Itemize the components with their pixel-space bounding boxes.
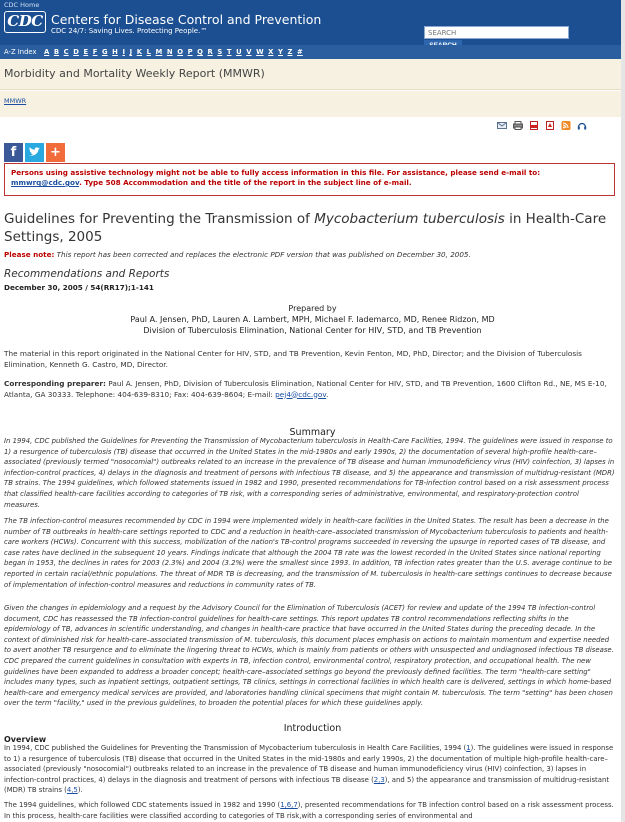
az-letter-p[interactable]: P [187,48,193,56]
reference-link[interactable]: 2,3 [373,775,385,784]
prepared-by: Prepared by [288,304,337,313]
twitter-icon[interactable] [25,143,44,162]
overview-heading: Overview [4,735,47,744]
az-letter-t[interactable]: T [226,48,232,56]
az-letter-u[interactable]: U [236,48,242,56]
notice-text: Persons using assistive technology might not be able to fully access information in this file. For assistance, please send e-mail to: [11,168,541,177]
summary-paragraph-1: In 1994, CDC published the Guidelines for Preventing the Transmission of Mycobacterium tuberculosis in Health-Care Facilities, 1994. The guidelines were issued in response to 1) a resurgence of tuberculosis (TB) disease that occurred in the United States in the mid-1980s and early 1990s, 2) the documentation of several high-profile health-care–associated (previously termed "nosocomial") outbreaks related to an increase in the prevalence of TB disease and human immunodeficiency virus (HIV) coinfection, 3) lapses in infection-control practices, 4) delays in the diagnosis and treatment of persons with infectious TB disease, and 5) the appearance and transmission of multidrug-resistant (MDR) TB strains. The 1994 guidelines, which followed statements issued in 1982 and 1990, presented recommendations for TB-infection control based on a risk assessment process that classified health-care facilities according to categories of TB risk, with a corresponding series of administrative, environmental, and respiratory-protection control measures. [4,437,615,509]
tagline: CDC 24/7: Saving Lives. Protecting People.™ [51,27,208,35]
corresponding-preparer [4,379,616,400]
az-letter-f[interactable]: F [92,48,98,56]
cdc-home-link[interactable]: CDC Home [4,1,40,9]
summary-paragraph-2: The TB infection-control measures recommended by CDC in 1994 were implemented widely in health-care facilities in the United States. The result has been a decrease in the number of TB outbreaks in health-care settings reported to CDC and a reduction in health-care–associated transmission of Mycobacterium tuberculosis to patients and health-care workers (HCWs). Concurrent with this success, mobilization of the nation's TB-control programs succeeded in reversing the upsurge in reported cases of TB disease, and case rates have declined in the subsequent 10 years. Findings indicate that although the 2004 TB rate was the lowest recorded in the United States since national reporting began in 1953, the declines in rates for 2003 (2.3%) and 2004 (3.2%) were the smallest since 1993. In addition, TB infection rates greater than the U.S. average continue to be reported in certain racial/ethnic populations. The threat of MDR TB is decreasing, and the transmission of M. tuberculosis in health-care settings continues to decrease because of implementation of infection-control measures and reductions in community rates of TB. [4,517,612,589]
please-note [4,250,471,259]
authors: Paul A. Jensen, PhD, Lauren A. Lambert, MPH, Michael F. Iademarco, MD, Renee Ridzon, MD [130,315,495,324]
reference-link[interactable]: 1,6,7 [280,801,298,809]
mmwr-title: Morbidity and Mortality Weekly Report (MMWR) [4,67,265,80]
origin-statement: The material in this report originated in the National Center for HIV, STD, and TB Prevention, Kevin Fenton, MD, PhD, Director; and the Division of Tuberculosis Elimination, Kenneth G. Castro, MD, Director. [4,349,582,369]
title-part-end: in Health-Care Settings, 2005 [4,211,607,245]
az-index-label[interactable]: A-Z Index [4,48,37,56]
az-letter-h[interactable]: H [112,48,118,56]
page-edge [621,0,625,822]
cdc-logo[interactable]: CDC [4,11,46,33]
az-letter-y[interactable]: Y [278,48,283,56]
note-label: Please note: [4,250,55,259]
podcast-icon[interactable] [577,121,587,130]
prep-end: . [326,389,329,399]
social-share [4,143,65,162]
az-letter-s[interactable]: S [217,48,223,56]
print-icon[interactable] [513,121,523,130]
note-text: This report has been corrected and replaces the electronic PDF version that was published on December 30, 2005. [54,250,471,259]
overview-paragraph-1 [4,743,617,796]
division: Division of Tuberculosis Elimination, National Center for HIV, STD, and TB Prevention [143,326,482,335]
introduction-heading: Introduction [283,723,342,734]
prep-text: Paul A. Jensen, PhD, Division of Tuberculosis Elimination, National Center for HIV, STD, and TB Prevention, 1600 Clifton Rd., NE, MS E-10, Atlanta, GA 30333. Telephone: 404-639-8310; Fax: 404-639-8604; E-mail: [4,379,607,399]
overview-paragraph-2 [4,800,617,821]
az-letter-v[interactable]: V [246,48,252,56]
breadcrumb-mmwr[interactable]: MMWR [4,97,27,105]
reference-link[interactable]: 4,5 [66,786,78,795]
az-letter-j[interactable]: J [129,48,133,56]
az-letter-n[interactable]: N [166,48,173,56]
az-letter-i[interactable]: I [122,48,125,56]
az-letter-l[interactable]: L [146,48,151,56]
az-letter-q[interactable]: Q [197,48,203,56]
summary-heading: Summary [289,427,336,438]
accessibility-notice [4,163,615,196]
issue-info: December 30, 2005 / 54(RR17);1-141 [4,283,154,292]
title-italic: Mycobacterium tuberculosis [314,211,505,227]
overview-text: ), presented recommendations for TB infection control based on a risk assessment process. In this process, health-care facilities were classified according to categories of TB risk,with a corresponding series of environmental and [4,801,614,820]
az-letters [44,48,303,56]
az-letter-a[interactable]: A [44,48,50,56]
report-title [4,210,614,246]
az-letter-k[interactable]: K [136,48,142,56]
az-letter-w[interactable]: W [256,48,264,56]
prep-email-link[interactable]: pej4@cdc.gov [275,389,327,399]
overview-text: The 1994 guidelines, which followed CDC statements issued in 1982 and 1990 ( [4,801,281,809]
facebook-icon[interactable]: f [4,143,23,162]
az-letter-d[interactable]: D [73,48,79,56]
summary-paragraph-3: Given the changes in epidemiology and a request by the Advisory Council for the Elimination of Tuberculosis (ACET) for review and update of the 1994 TB infection-control document, CDC has reassessed the TB infection-control guidelines for health-care settings. This report updates TB control recommendations reflecting shifts in the epidemiology of TB, advances in scientific understanding, and changes in health-care practice that have occurred in the United States during the preceding decade. In the context of diminished risk for health-care–associated transmission of M. tuberculosis, this document places emphasis on actions to maintain momentum and expertise needed to avert another TB resurgence and to eliminate the lingering threat to HCWs, which is mainly from patients or others with unsuspected and undiagnosed infectious TB disease. CDC prepared the current guidelines in consultation with experts in TB, infection control, environmental control, respiratory protection, and occupational health. The new guidelines have been expanded to address a broader concept; health-care–associated settings go beyond the previously defined facilities. The term "health-care setting" includes many types, such as inpatient settings, outpatient settings, TB clinics, settings in correctional facilities in which health care is delivered, settings in which home-based health-care and emergency medical services are provided, and laboratories handling clinical specimens that might contain M. tuberculosis. The term "setting" has been chosen over the term "facility," used in the previous guidelines, to broaden the potential places for which these guidelines apply. [4,604,614,708]
notice-email-link[interactable]: mmwrq@cdc.gov [11,178,80,187]
breadcrumb-bar [0,91,625,117]
overview-text: ). [77,786,83,795]
prep-label: Corresponding preparer: [4,379,106,388]
notice-text-2: . Type 508 Accommodation and the title of the report in the subject line of e-mail. [79,178,412,187]
az-letter-g[interactable]: G [101,48,108,56]
pdf-icon[interactable] [529,121,539,130]
search-input[interactable] [424,26,569,39]
pdf-alt-icon[interactable] [545,121,555,130]
title-part: Guidelines for Preventing the Transmission of [4,211,315,227]
az-letter-b[interactable]: B [53,48,60,56]
overview-text: ), and 5) the appearance and transmission of multidrug-resistant (MDR) TB strains ( [4,775,610,795]
page-tools [497,121,587,130]
az-letter-c[interactable]: C [63,48,69,56]
rss-icon[interactable] [561,121,571,130]
az-letter-m[interactable]: M [155,48,163,56]
az-letter-o[interactable]: O [177,48,183,56]
overview-text: ). The guidelines were issued in response to 1) a resurgence of tuberculosis (TB) disease that occurred in the United States in the mid-1980s and early 1990s, 2) the documentation of multiple high-profile health-care–associated (previously "nosocomial") outbreaks related to an increase in the prevalence of TB disease and human immunodeficiency virus (HIV) coinfection, 3) lapses in infection-control practices, 4) delays in the diagnosis and treatment of persons with infectious TB disease ( [4,744,614,784]
az-letter-z[interactable]: Z [287,48,293,56]
az-letter-hash[interactable]: # [297,48,303,56]
org-name[interactable]: Centers for Disease Control and Prevention [51,12,322,27]
az-letter-r[interactable]: R [207,48,213,56]
email-icon[interactable] [497,121,507,130]
az-letter-e[interactable]: E [83,48,89,56]
overview-text: In 1994, CDC published the Guidelines for Preventing the Transmission of Mycobacterium tuberculosis in Health Care Facilities, 1994 ( [4,744,467,752]
az-letter-x[interactable]: X [268,48,274,56]
share-more-icon[interactable]: + [46,143,65,162]
reference-link[interactable]: 1 [466,744,471,752]
series-name: Recommendations and Reports [4,268,170,280]
